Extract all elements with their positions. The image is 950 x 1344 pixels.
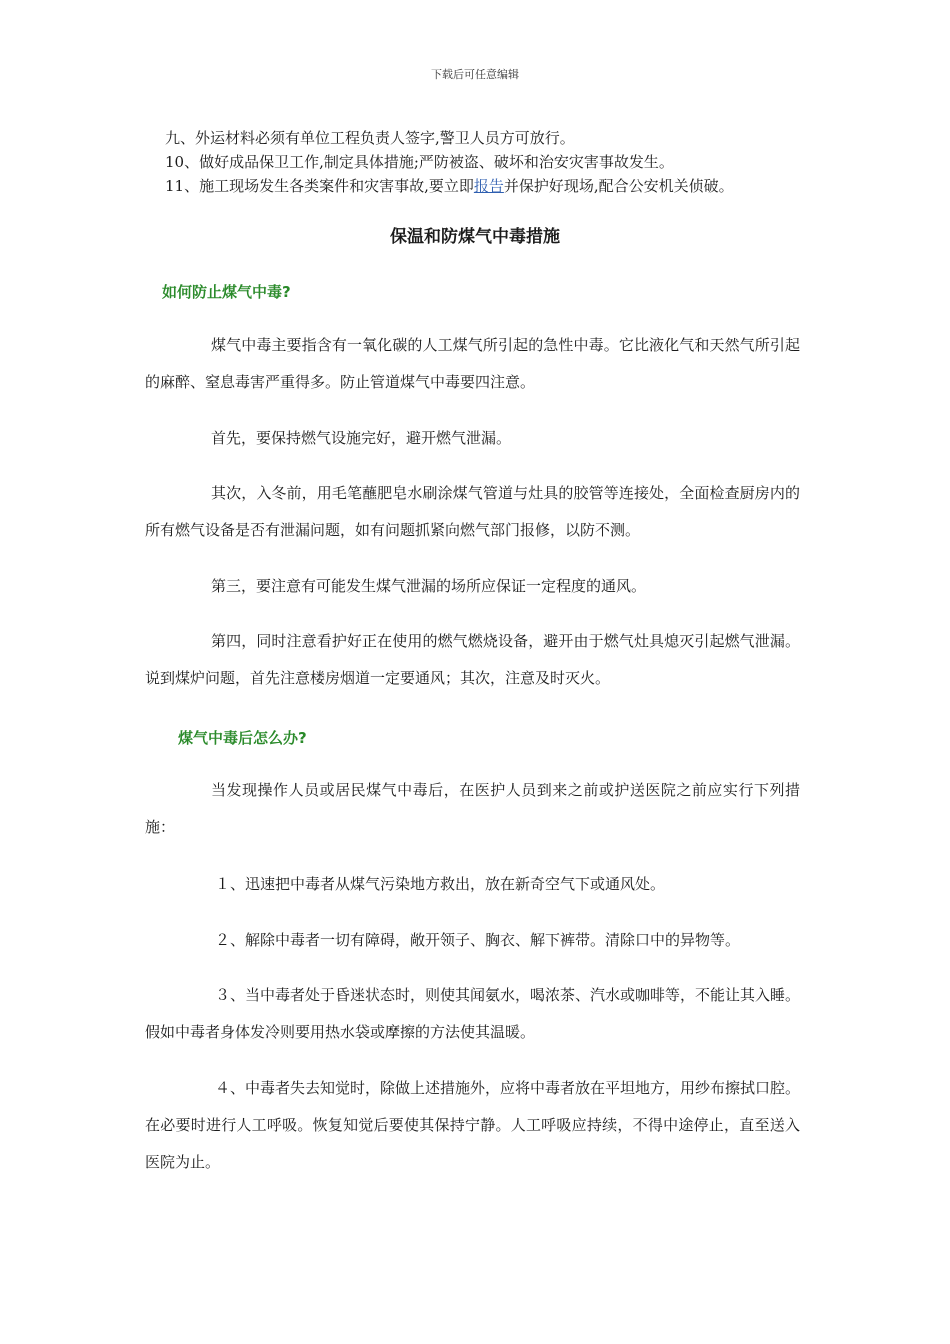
rule-item-9: 九、外运材料必须有单位工程负责人签字,警卫人员方可放行。 [165,129,575,147]
step-4: ４、中毒者失去知觉时，除做上述措施外，应将中毒者放在平坦地方，用纱布擦拭口腔。在必要时进行人工呼吸。恢复知觉后要使其保持宁静。人工呼吸应持续，不得中途停止，直至送入医院为止。 [145,1079,801,1171]
rule-item-11 [165,174,845,198]
section-title: 保温和防煤气中毒措施 [390,227,560,247]
paragraph-intro: 煤气中毒主要指含有一氧化碳的人工煤气所引起的急性中毒。它比液化气和天然气所引起的麻醉、窒息毒害严重得多。防止管道煤气中毒要四注意。 [145,336,800,391]
paragraph-second: 其次，入冬前，用毛笔蘸肥皂水刷涂煤气管道与灶具的胶管等连接处，全面检查厨房内的所有燃气设备是否有泄漏问题，如有问题抓紧向燃气部门报修，以防不测。 [145,484,800,539]
step-2: ２、解除中毒者一切有障碍，敞开领子、胸衣、解下裤带。清除口中的异物等。 [215,931,741,949]
heading-prevent-poisoning: 如何防止煤气中毒? [162,283,291,301]
paragraph-fourth: 第四，同时注意看护好正在使用的燃气燃烧设备，避开由于燃气灶具熄灭引起燃气泄漏。说到煤炉问题，首先注意楼房烟道一定要通风；其次，注意及时灭火。 [145,632,800,687]
security-rules-list [165,126,845,198]
rule-item-11-text-before: 11、施工现场发生各类案件和灾害事故,要立即 [165,177,474,195]
page-header-note: 下载后可任意编辑 [431,68,519,81]
report-link[interactable]: 报告 [473,177,504,195]
heading-after-poisoning: 煤气中毒后怎么办? [178,729,307,747]
step-1: １、迅速把中毒者从煤气污染地方救出，放在新奇空气下或通风处。 [215,875,666,893]
paragraph-first: 首先，要保持燃气设施完好，避开燃气泄漏。 [211,429,512,447]
paragraph-measures-intro: 当发现操作人员或居民煤气中毒后，在医护人员到来之前或护送医院之前应实行下列措施： [145,781,800,836]
step-3: ３、当中毒者处于昏迷状态时，则使其闻氨水，喝浓茶、汽水或咖啡等，不能让其入睡。假如中毒者身体发冷则要用热水袋或摩擦的方法使其温暖。 [145,986,801,1041]
rule-item-10: 10、做好成品保卫工作,制定具体措施;严防被盗、破坏和治安灾害事故发生。 [165,153,674,171]
rule-item-11-text-after: 并保护好现场,配合公安机关侦破。 [503,177,734,195]
paragraph-third: 第三，要注意有可能发生煤气泄漏的场所应保证一定程度的通风。 [211,577,647,595]
